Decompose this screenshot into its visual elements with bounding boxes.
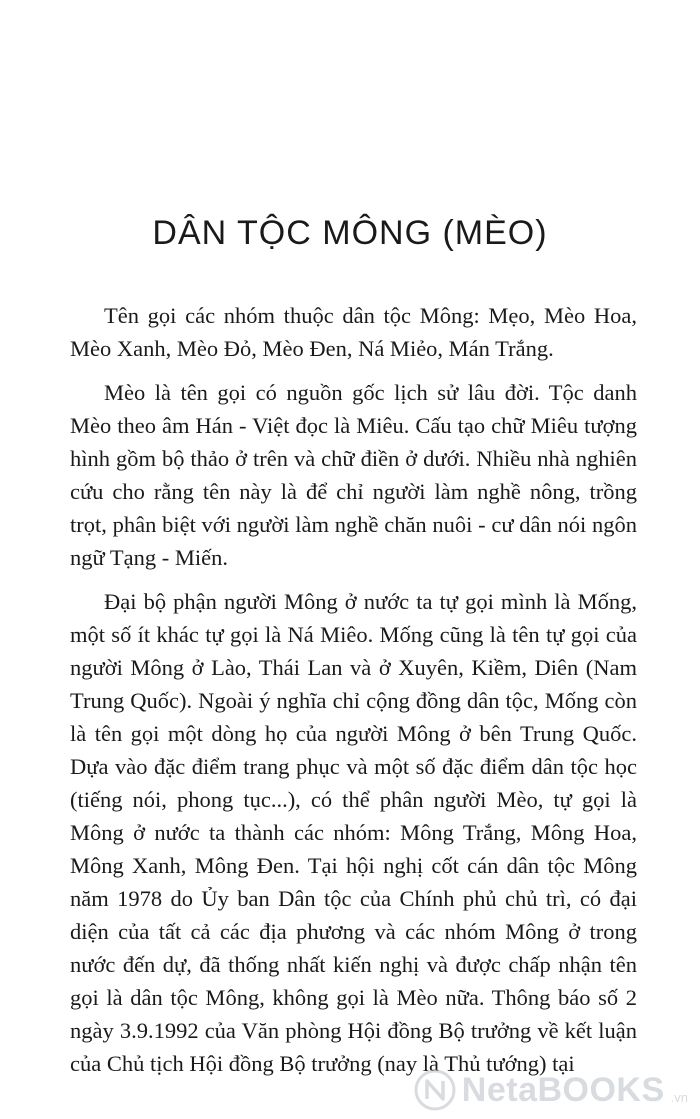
watermark-brand: NetaBOOKS <box>461 1070 665 1109</box>
chapter-title: DÂN TỘC MÔNG (MÈO) <box>152 214 548 252</box>
body-text <box>70 299 637 1091</box>
nb-logo-icon <box>414 1069 456 1111</box>
publisher-watermark <box>414 1069 688 1111</box>
paragraph-2: Mèo là tên gọi có nguồn gốc lịch sử lâu đời. Tộc danh Mèo theo âm Hán - Việt đọc là Miêu. Cấu tạo chữ Miêu tượng hình gồm bộ thảo ở trên và chữ điền ở dưới. Nhiều nhà nghiên cứu cho rằng tên này là để chỉ người làm nghề nông, trồng trọt, phân biệt với người làm nghề chăn nuôi - cư dân nói ngôn ngữ Tạng - Miến. <box>70 380 637 570</box>
paragraph-3: Đại bộ phận người Mông ở nước ta tự gọi mình là Mống, một số ít khác tự gọi là Ná Miêo. Mống cũng là tên tự gọi của người Mông ở Lào, Thái Lan và ở Xuyên, Kiềm, Diên (Nam Trung Quốc). Ngoài ý nghĩa chỉ cộng đồng dân tộc, Mống còn là tên gọi một dòng họ của người Mông ở bên Trung Quốc. Dựa vào đặc điểm trang phục và một số đặc điểm dân tộc học (tiếng nói, phong tục...), có thể phân người Mèo, tự gọi là Mông ở nước ta thành các nhóm: Mông Trắng, Mông Hoa, Mông Xanh, Mông Đen. Tại hội nghị cốt cán dân tộc Mông năm 1978 do Ủy ban Dân tộc của Chính phủ chủ trì, có đại diện của tất cả các địa phương và các nhóm Mông ở trong nước đến dự, đã thống nhất kiến nghị và được chấp nhận tên gọi là dân tộc Mông, không gọi là Mèo nữa. Thông báo số 2 ngày 3.9.1992 của Văn phòng Hội đồng Bộ trưởng về kết luận của Chủ tịch Hội đồng Bộ trưởng (nay là Thủ tướng) tại <box>70 589 637 1076</box>
paragraph-1: Tên gọi các nhóm thuộc dân tộc Mông: Mẹo, Mèo Hoa, Mèo Xanh, Mèo Đỏ, Mèo Đen, Ná Miẻo, Mán Trắng. <box>70 303 637 361</box>
watermark-suffix: .vn <box>670 1090 688 1105</box>
